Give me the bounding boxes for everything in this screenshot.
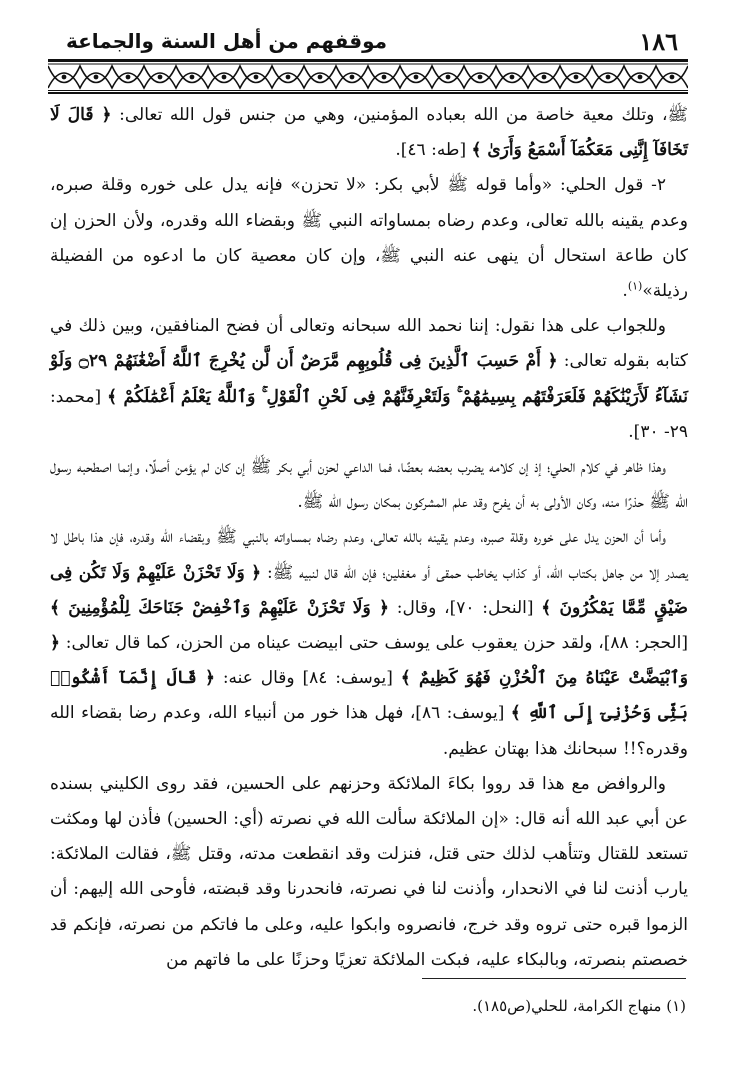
paragraph-2	[50, 168, 688, 309]
quran-verse: ﴿ قَالَ إِنَّمَآ أَشْكُوا۟ بَثِّى وَحُزْنِىٓ إِلَى ٱللَّهِ ﴾	[50, 668, 688, 724]
quran-verse: ﴿ قَالَ لَا تَخَافَآ إِنَّنِى مَعَكُمَآ أَسْمَعُ وَأَرَىٰ ﴾	[50, 105, 688, 161]
ornament-pattern-icon	[48, 58, 688, 94]
text-span: وللجواب على هذا نقول: إننا نحمد الله سبحانه وتعالى أن فضح المنافقين، وبين ذلك في كتابه بقوله تعالى:	[50, 316, 688, 372]
quran-verse: ﴿ وَٱبْيَضَّتْ عَيْنَاهُ مِنَ ٱلْحُزْنِ فَهُوَ كَظِيمٌ ﴾	[50, 633, 688, 689]
citation: [الحجر: ٨٨]، ولقد حزن يعقوب على يوسف حتى ابيضت عيناه من الحزن، كما قال تعالى:	[59, 633, 688, 654]
footnote-reference[interactable]: (١)	[627, 279, 643, 293]
text-span: والروافض مع هذا قد رووا بكاءَ الملائكة وحزنهم على الحسين، فقد روى الكليني بسنده عن أبي عبد الله أنه قال: «إن الملائكة سألت الله في نصرته (أي: الحسين) فأذن لها ومكثت تستعد للقتال وتتأهب لذلك حتى قتل، فنزلت وقد انقطعت مدته، وقتل ﷺ، فقالت الملائكة: يارب أذنت لنا في الانحدار، وأذنت لنا في نصرته، فانحدرنا وقد قبضته، فأوحى الله إليهم: أن الزموا قبره حتى تروه وقد خرج، فانصروه وابكوا عليه، وعلى ما فاتكم من نصرته، فإنكم قد خصصتم بنصرته، وبالبكاء عليه، فبكت الملائكة تعزيًا وحزنًا على ما فاتهم من	[50, 773, 688, 970]
page-number: ١٨٦	[639, 26, 678, 56]
paragraph-5	[50, 520, 688, 766]
paragraph-3	[50, 309, 688, 450]
quran-verse: ﴿ وَلَا تَحْزَنْ عَلَيْهِمْ وَلَا تَكُن فِى ضَيْقٍ مِّمَّا يَمْكُرُونَ ﴾	[50, 562, 688, 618]
citation: [يوسف: ٨٤] وقال عنه:	[214, 668, 401, 689]
citation: [طه: ٤٦].	[395, 140, 472, 161]
text-span: وأما أن الحزن يدل على خوره وقلة صبره، وعدم يقينه بالله تعالى، وعدم رضاه بمساواته بالنبي ﷺ وبقضاء الله وقدره، فإن هذا باطل لا يصدر إلا من جاهل بكتاب الله، أو كذاب يخاطب حمقى أو مغفلين؛ فإن الله قال لنبيه ﷺ:	[50, 527, 688, 583]
quran-verse: ﴿ وَلَا تَحْزَنْ عَلَيْهِمْ وَٱخْفِضْ جَنَاحَكَ لِلْمُؤْمِنِينَ ﴾	[50, 597, 389, 618]
footnote-divider	[422, 978, 686, 979]
text-span: وهذا ظاهر في كلام الحلي؛ إذ إن كلامه يضرب بعضه بعضًا، فما الداعي لحزن أبي بكر ﷺ إن كان لم يؤمن أصلًا، وإنما اصطحبه رسول الله ﷺ حذرًا منه، وكان الأولى به أن يفرح وقد علم المشركون بمكان رسول الله ﷺ.	[50, 457, 688, 513]
text-span: .	[622, 281, 628, 302]
running-title: موقفهم من أهل السنة والجماعة	[66, 29, 388, 53]
decorative-border	[48, 58, 688, 94]
text-span: ﷺ، وتلك معية خاصة من الله بعباده المؤمنين، وهي من جنس قول الله تعالى:	[111, 105, 688, 125]
paragraph-4	[50, 450, 688, 520]
paragraph-6	[50, 767, 688, 978]
footnote: (١) منهاج الكرامة، للحلي(ص١٨٥).	[472, 997, 686, 1015]
citation: [يوسف: ٨٦]، فهل هذا خور من أنبياء الله، وعدم رضا بقضاء الله وقدره؟!! سبحانك هذا بهتان عظيم.	[50, 703, 688, 759]
citation: [محمد: ٢٩- ٣٠].	[50, 386, 688, 442]
main-text	[50, 98, 688, 978]
citation: [النحل: ٧٠]، وقال:	[388, 597, 542, 618]
paragraph-1	[50, 98, 688, 168]
page-header	[66, 26, 678, 56]
quran-verse: ﴿ أَمْ حَسِبَ ٱلَّذِينَ فِى قُلُوبِهِم مَّرَضٌ أَن لَّن يُخْرِجَ ٱللَّهُ أَضْغَٰنَهُمْ ۝٢٩ وَلَوْ نَشَآءُ لَأَرَيْنَٰكَهُمْ فَلَعَرَفْتَهُم بِسِيمَٰهُمْ ۚ وَلَتَعْرِفَنَّهُمْ فِى لَحْنِ ٱلْقَوْلِ ۚ وَٱللَّهُ يَعْلَمُ أَعْمَٰلَكُمْ ﴾	[50, 351, 688, 407]
text-span: ٢- قول الحلي: «وأما قوله ﷺ لأبي بكر: «لا تحزن» فإنه يدل على خوره وقلة صبره، وعدم يقينه بالله تعالى، وعدم رضاه بمساواته النبي ﷺ وبقضاء الله وقدره، ولأن الحزن إن كان طاعة استحال أن ينهى عنه النبي ﷺ، وإن كان معصية كان ما ادعوه من الفضيلة رذيلة»	[50, 175, 688, 302]
